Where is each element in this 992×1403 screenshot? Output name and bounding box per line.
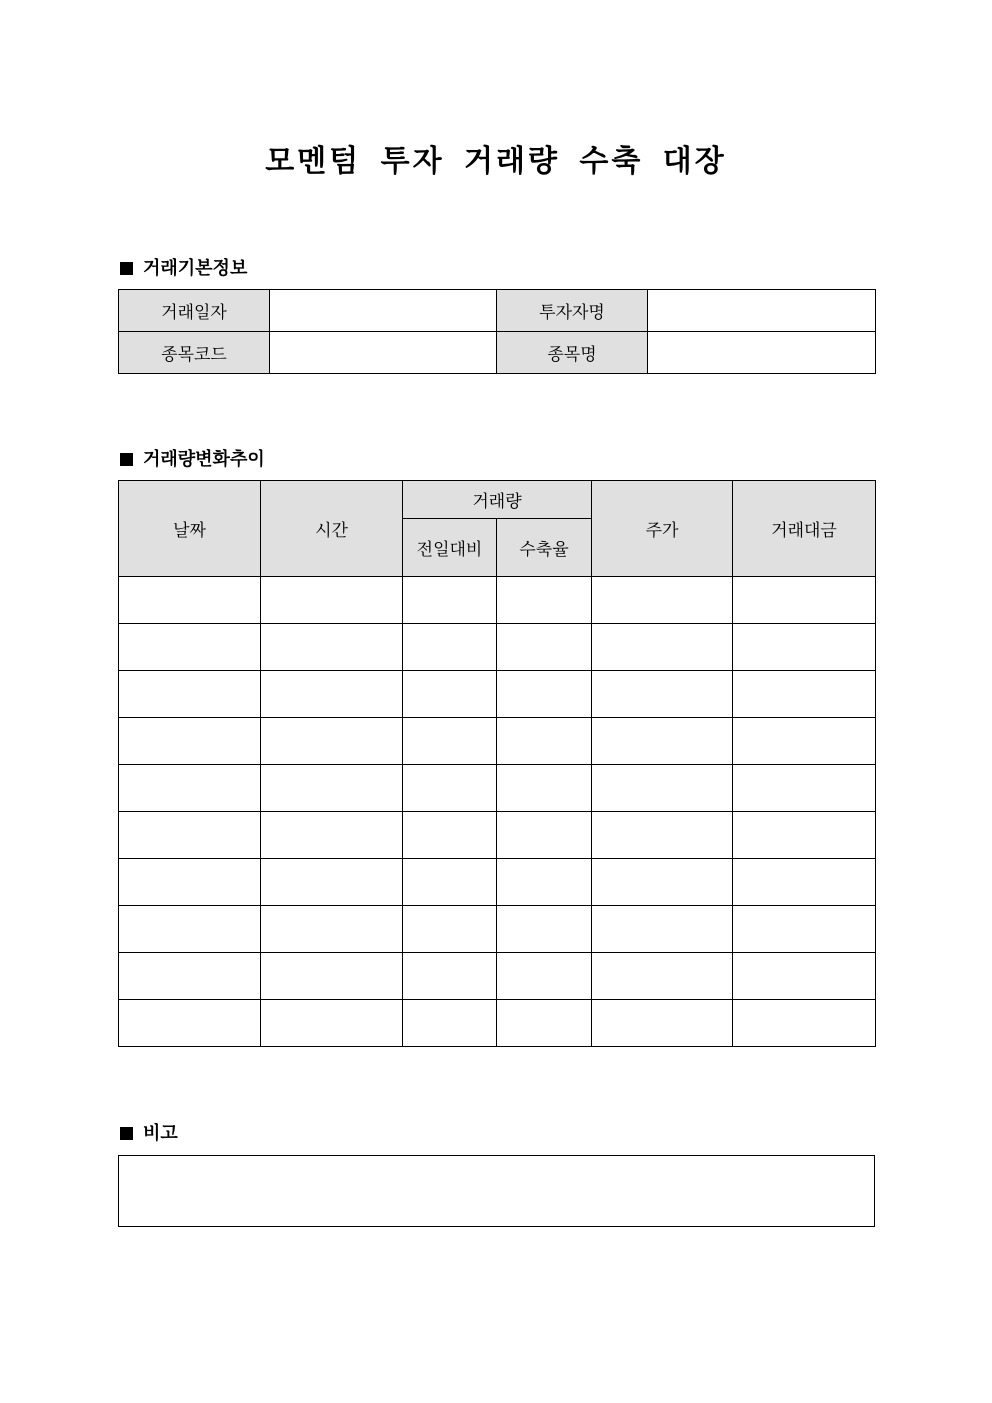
trade-amount-cell[interactable] xyxy=(733,577,876,624)
date-cell[interactable] xyxy=(119,765,261,812)
time-cell[interactable] xyxy=(261,812,403,859)
time-cell[interactable] xyxy=(261,859,403,906)
date-cell[interactable] xyxy=(119,1000,261,1047)
date-cell[interactable] xyxy=(119,906,261,953)
contraction-rate-cell[interactable] xyxy=(497,1000,592,1047)
date-cell[interactable] xyxy=(119,577,261,624)
trade-amount-cell[interactable] xyxy=(733,718,876,765)
time-cell[interactable] xyxy=(261,718,403,765)
investor-name-field[interactable] xyxy=(648,290,876,332)
vs-prev-day-cell[interactable] xyxy=(403,718,497,765)
header-price: 주가 xyxy=(592,481,733,577)
trade-amount-cell[interactable] xyxy=(733,765,876,812)
date-cell[interactable] xyxy=(119,953,261,1000)
table-row xyxy=(119,906,876,953)
table-row xyxy=(119,765,876,812)
table-row xyxy=(119,953,876,1000)
square-bullet-icon xyxy=(120,262,133,275)
square-bullet-icon xyxy=(120,453,133,466)
header-contraction-rate: 수축율 xyxy=(497,519,592,577)
time-cell[interactable] xyxy=(261,953,403,1000)
vs-prev-day-cell[interactable] xyxy=(403,859,497,906)
table-row xyxy=(119,290,876,332)
date-cell[interactable] xyxy=(119,859,261,906)
time-cell[interactable] xyxy=(261,671,403,718)
remarks-field[interactable] xyxy=(118,1155,875,1227)
date-cell[interactable] xyxy=(119,624,261,671)
time-cell[interactable] xyxy=(261,577,403,624)
trade-date-label: 거래일자 xyxy=(119,290,270,332)
contraction-rate-cell[interactable] xyxy=(497,624,592,671)
table-row xyxy=(119,624,876,671)
section-remarks xyxy=(120,1119,178,1145)
trend-table-body xyxy=(119,577,876,1047)
basic-info-table xyxy=(118,289,876,374)
trade-amount-cell[interactable] xyxy=(733,906,876,953)
trade-date-field[interactable] xyxy=(270,290,497,332)
trade-amount-cell[interactable] xyxy=(733,671,876,718)
square-bullet-icon xyxy=(120,1127,133,1140)
contraction-rate-cell[interactable] xyxy=(497,765,592,812)
contraction-rate-cell[interactable] xyxy=(497,671,592,718)
time-cell[interactable] xyxy=(261,906,403,953)
stock-code-label: 종목코드 xyxy=(119,332,270,374)
trade-amount-cell[interactable] xyxy=(733,1000,876,1047)
price-cell[interactable] xyxy=(592,718,733,765)
section-basic-info-label: 거래기본정보 xyxy=(143,258,248,279)
price-cell[interactable] xyxy=(592,765,733,812)
header-time: 시간 xyxy=(261,481,403,577)
price-cell[interactable] xyxy=(592,906,733,953)
time-cell[interactable] xyxy=(261,1000,403,1047)
contraction-rate-cell[interactable] xyxy=(497,577,592,624)
price-cell[interactable] xyxy=(592,1000,733,1047)
contraction-rate-cell[interactable] xyxy=(497,859,592,906)
table-row xyxy=(119,1000,876,1047)
price-cell[interactable] xyxy=(592,953,733,1000)
vs-prev-day-cell[interactable] xyxy=(403,953,497,1000)
vs-prev-day-cell[interactable] xyxy=(403,577,497,624)
header-volume: 거래량 xyxy=(403,481,592,519)
volume-trend-table xyxy=(118,480,876,1047)
stock-code-field[interactable] xyxy=(270,332,497,374)
table-row xyxy=(119,332,876,374)
stock-name-field[interactable] xyxy=(648,332,876,374)
price-cell[interactable] xyxy=(592,624,733,671)
header-date: 날짜 xyxy=(119,481,261,577)
table-row xyxy=(119,859,876,906)
date-cell[interactable] xyxy=(119,718,261,765)
contraction-rate-cell[interactable] xyxy=(497,906,592,953)
contraction-rate-cell[interactable] xyxy=(497,718,592,765)
vs-prev-day-cell[interactable] xyxy=(403,624,497,671)
trade-amount-cell[interactable] xyxy=(733,624,876,671)
date-cell[interactable] xyxy=(119,671,261,718)
table-row xyxy=(119,718,876,765)
price-cell[interactable] xyxy=(592,671,733,718)
trade-amount-cell[interactable] xyxy=(733,953,876,1000)
time-cell[interactable] xyxy=(261,624,403,671)
price-cell[interactable] xyxy=(592,577,733,624)
contraction-rate-cell[interactable] xyxy=(497,812,592,859)
date-cell[interactable] xyxy=(119,812,261,859)
section-trend xyxy=(120,445,265,471)
section-remarks-label: 비고 xyxy=(143,1123,178,1144)
stock-name-label: 종목명 xyxy=(497,332,648,374)
trade-amount-cell[interactable] xyxy=(733,859,876,906)
document-title: 모멘텀 투자 거래량 수축 대장 xyxy=(265,144,727,179)
vs-prev-day-cell[interactable] xyxy=(403,812,497,859)
table-row xyxy=(119,812,876,859)
vs-prev-day-cell[interactable] xyxy=(403,671,497,718)
vs-prev-day-cell[interactable] xyxy=(403,1000,497,1047)
vs-prev-day-cell[interactable] xyxy=(403,765,497,812)
table-row xyxy=(119,671,876,718)
time-cell[interactable] xyxy=(261,765,403,812)
trade-amount-cell[interactable] xyxy=(733,812,876,859)
vs-prev-day-cell[interactable] xyxy=(403,906,497,953)
header-row xyxy=(119,481,876,519)
price-cell[interactable] xyxy=(592,859,733,906)
section-basic-info xyxy=(120,254,247,280)
header-vs-prev-day: 전일대비 xyxy=(403,519,497,577)
table-row xyxy=(119,577,876,624)
contraction-rate-cell[interactable] xyxy=(497,953,592,1000)
investor-name-label: 투자자명 xyxy=(497,290,648,332)
price-cell[interactable] xyxy=(592,812,733,859)
section-trend-label: 거래량변화추이 xyxy=(143,449,265,470)
header-trade-amount: 거래대금 xyxy=(733,481,876,577)
